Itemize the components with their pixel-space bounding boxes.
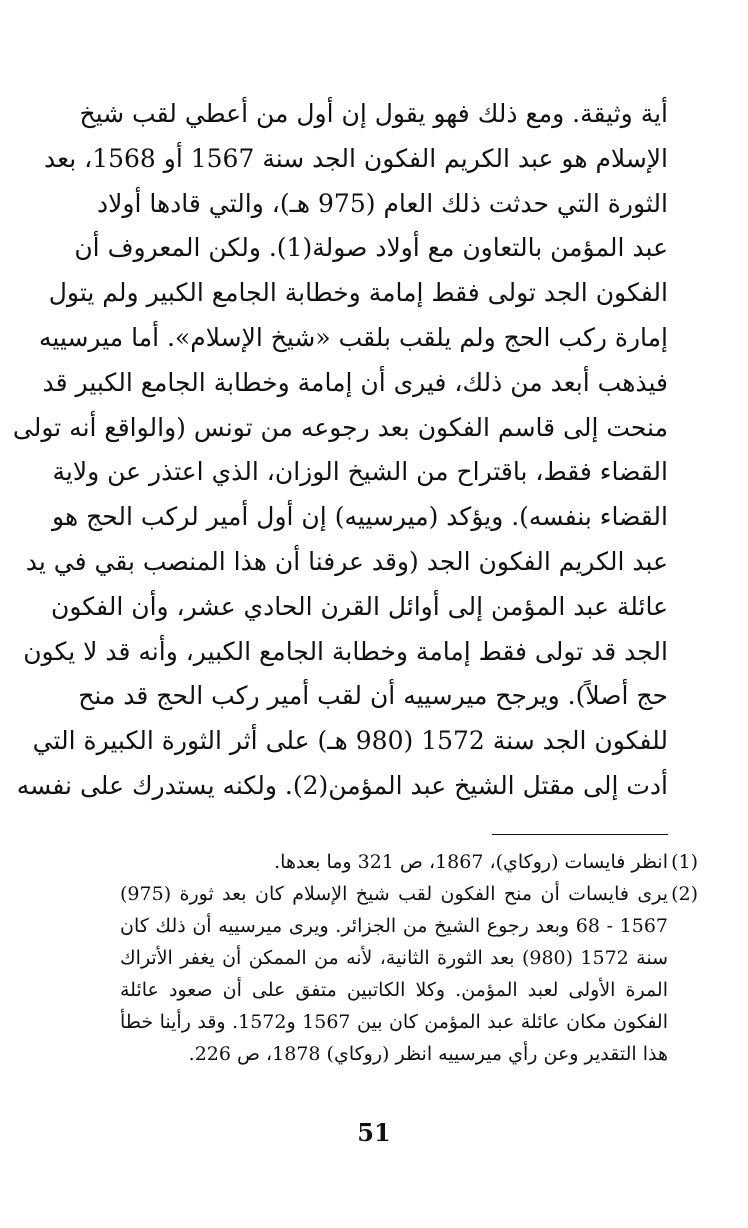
body-line: الجد قد تولى فقط إمامة وخطابة الجامع الكبير، وأنه قد لا يكون	[23, 636, 668, 666]
body-line: عائلة عبد المؤمن إلى أوائل القرن الحادي عشر، وأن الفكون	[50, 591, 668, 621]
body-line: الفكون الجد تولى فقط إمامة وخطابة الجامع الكبير ولم يتول	[48, 278, 668, 308]
body-line: عبد المؤمن بالتعاون مع أولاد صولة(1). ولكن المعروف أن	[74, 233, 668, 263]
footnote-line: يرى فايسات أن منح الفكون لقب شيخ الإسلام كان بعد ثورة (975)	[120, 883, 668, 905]
body-line: أدت إلى مقتل الشيخ عبد المؤمن(2). ولكنه يستدرك على نفسه	[16, 770, 668, 800]
footnote-2-continuation	[120, 1038, 698, 1070]
footnote-line: انظر فايسات (روكاي)، 1867، ص 321 وما بعدها.	[274, 851, 668, 873]
body-text	[12, 92, 668, 809]
footnotes	[120, 846, 698, 1070]
body-line: فيذهب أبعد من ذلك، فيرى أن إمامة وخطابة الجامع الكبير قد	[42, 367, 668, 397]
footnote-number: (1)	[671, 851, 698, 873]
footnote-1	[120, 846, 698, 878]
body-line: القضاء بنفسه). ويؤكد (ميرسييه) إن أول أمير لركب الحج هو	[52, 502, 668, 532]
body-line: منحت إلى قاسم الفكون بعد رجوعه من تونس (والواقع أنه تولى	[12, 412, 668, 442]
page-number: 51	[357, 1118, 391, 1147]
footnote-line: المرة الأولى لعبد المؤمن. وكلا الكاتبين متفق على أن صعود عائلة	[120, 979, 668, 1001]
footnote-2-continuation	[120, 910, 698, 942]
footnote-divider	[492, 834, 668, 835]
body-line: إمارة ركب الحج ولم يلقب بلقب «شيخ الإسلام». أما ميرسييه	[38, 322, 668, 352]
footnote-2-continuation	[120, 974, 698, 1006]
footnote-line: الفكون مكان عائلة عبد المؤمن كان بين 1567 و1572. وقد رأينا خطأ	[120, 1011, 668, 1033]
body-line: الإسلام هو عبد الكريم الفكون الجد سنة 1567 أو 1568، بعد	[44, 143, 668, 173]
body-line: الثورة التي حدثت ذلك العام (975 هـ)، والتي قادها أولاد	[96, 188, 668, 218]
body-line: حج أصلاً). ويرجح ميرسييه أن لقب أمير ركب الحج قد منح	[78, 681, 668, 711]
body-line: للفكون الجد سنة 1572 (980 هـ) على أثر الثورة الكبيرة التي	[32, 726, 668, 756]
footnote-line: 1567 - 68 وبعد رجوع الشيخ من الجزائر. ويرى ميرسييه أن ذلك كان	[120, 915, 669, 937]
footnote-line: هذا التقدير وعن رأي ميرسييه انظر (روكاي) 1878، ص 226.	[188, 1043, 668, 1065]
body-line: أية وثيقة. ومع ذلك فهو يقول إن أول من أعطي لقب شيخ	[79, 99, 668, 128]
body-line: عبد الكريم الفكون الجد (وقد عرفنا أن هذا المنصب بقي في يد	[25, 546, 668, 576]
footnote-2-continuation	[120, 942, 698, 974]
footnote-2	[120, 878, 698, 910]
footnote-2-continuation	[120, 1006, 698, 1038]
footnote-line: سنة 1572 (980) بعد الثورة الثانية، لأنه من الممكن أن يغفر الأتراك	[120, 947, 668, 969]
body-line: القضاء فقط، باقتراح من الشيخ الوزان، الذي اعتذر عن ولاية	[52, 457, 668, 487]
footnote-number: (2)	[671, 883, 698, 905]
